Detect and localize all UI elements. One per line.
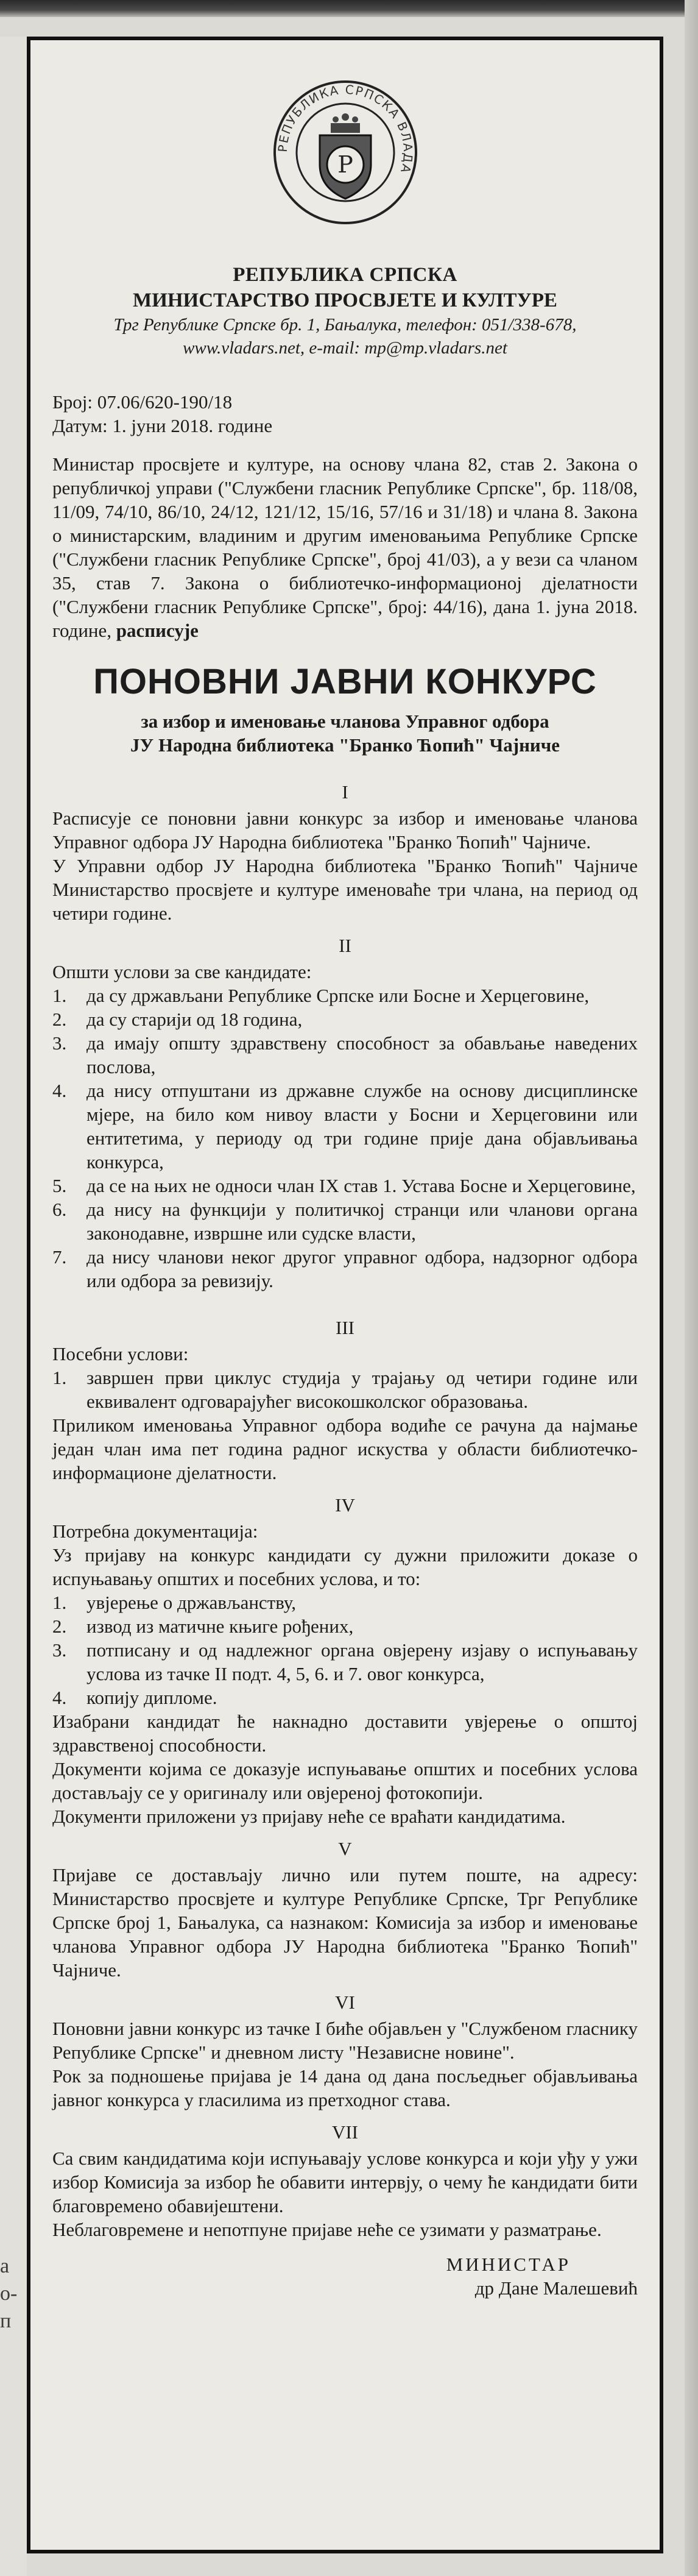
item-number: 1. xyxy=(52,1592,67,1613)
reference-number: Број: 07.06/620-190/18 xyxy=(52,391,233,413)
preamble-text: Министар просвјете и културе, на основу члана 82, став 2. Закона о републичкој управи ("Службени гласник Републике Српске", бр. 118/08, 11/09, 74/10, 86/10, 24/12, 121/12, 15/16, 57/16 и 31/18) и члана 8. Закона о министарским, владиним и другим именовањима Републике Српске ("Службени гласник Републике Српске", број 41/03), а у вези са чланом 35, став 7. Закона о библиотечко-информационој дјелатности ("Службени гласник Републике Српске", број: 44/16), дана 1. јуна 2018. године, xyxy=(52,453,638,641)
list-item xyxy=(52,1245,638,1293)
item-number: 4. xyxy=(52,1080,67,1101)
item-text: да нису на функцији у политичкој странци или чланови органа законодавне, извршне или судске власти, xyxy=(86,1199,638,1244)
item-text: да су старији од 18 година, xyxy=(86,1009,303,1030)
general-conditions-lead: Општи услови за све кандидате: xyxy=(52,961,312,982)
section-number: II xyxy=(339,935,351,956)
item-text: да нису чланови неког другог управног одбора, надзорног одбора или одбора за ревизију. xyxy=(86,1246,638,1291)
general-conditions-list xyxy=(52,984,638,1293)
previous-page-strip xyxy=(0,0,698,17)
section-number: VI xyxy=(335,1992,355,2013)
item-text: копију дипломе. xyxy=(86,1687,217,1708)
signatory-name: др Дане Малешевић xyxy=(474,2277,638,2299)
item-number: 1. xyxy=(52,985,67,1006)
section-paragraph: Пријаве се достављају лично или путем поште, на адресу: Министарство просвјете и културе Републике Српске, Трг Републике Српске број 1, Бањалука, са назнаком: Комисија за избор и именовање чланова Управног одбора ЈУ Народна библиотека "Бранко Ћопић" Чајниче. xyxy=(52,1864,638,1981)
seal-letter: Р xyxy=(337,151,353,178)
list-item xyxy=(52,1614,638,1638)
section-paragraph: Неблаговремене и непотпуне пријаве неће се узимати у разматрање. xyxy=(52,2219,602,2240)
ministry-contact: www.vladars.net, e-mail: mp@mp.vladars.net xyxy=(183,338,507,358)
item-number: 4. xyxy=(52,1687,67,1708)
document-date: Датум: 1. јуни 2018. године xyxy=(52,415,273,436)
section-paragraph: Рок за подношење пријава је 14 дана од дана посљедњег објављивања јавног конкурса у гласилима из претходног става. xyxy=(52,2065,638,2110)
item-number: 7. xyxy=(52,1246,67,1268)
list-item xyxy=(52,1686,638,1709)
documentation-list xyxy=(52,1591,638,1709)
ministry-address: Трг Републике Српске бр. 1, Бањалука, телефон: 051/338-678, xyxy=(113,315,577,335)
item-number: 3. xyxy=(52,1032,67,1054)
ministry-name: МИНИСТАРСТВО ПРОСВЈЕТЕ И КУЛТУРЕ xyxy=(133,289,557,311)
signature-block xyxy=(52,2252,638,2300)
item-text: да су држављани Републике Српске или Босне и Херцеговине, xyxy=(86,985,590,1006)
ministry-header xyxy=(39,262,651,360)
republic-name: РЕПУБЛИКА СРПСКА xyxy=(233,264,457,286)
section-number: III xyxy=(336,1317,354,1338)
seal-ring-text: РЕПУБЛИКА СРПСКА ВЛАДА xyxy=(275,82,415,176)
section-paragraph: Уз пријаву на конкурс кандидати су дужни приложити доказе о испуњавању општих и посебних услова, и то: xyxy=(52,1544,638,1589)
edge-fragment: п xyxy=(0,2310,12,2332)
section-number: VII xyxy=(331,2121,359,2143)
special-conditions-lead: Посебни услови: xyxy=(52,1343,189,1364)
item-number: 2. xyxy=(52,1009,67,1030)
list-item xyxy=(52,1031,638,1079)
announcement-subtitle: за избор и именовање чланова Управног одбора xyxy=(141,711,549,732)
item-text: да се на њих не односи члан IX став 1. Устава Босне и Херцеговине, xyxy=(86,1175,636,1196)
list-item xyxy=(52,1198,638,1245)
list-item xyxy=(52,984,638,1007)
item-number: 1. xyxy=(52,1367,67,1388)
announcement-body xyxy=(52,390,638,2300)
list-item xyxy=(52,1174,638,1198)
section-paragraph: У Управни одбор ЈУ Народна библиотека "Бранко Ћопић" Чајниче Министарство просвјете и културе именоваће три члана, на период од четири године. xyxy=(52,855,638,924)
announcement-frame xyxy=(27,37,663,2553)
list-item xyxy=(52,1366,638,1413)
preamble-verb: расписује xyxy=(116,620,199,641)
item-text: увјерење о држављанству, xyxy=(86,1592,296,1613)
item-number: 2. xyxy=(52,1616,67,1637)
list-item xyxy=(52,1079,638,1174)
section-paragraph: Расписује се поновни јавни конкурс за избор и именовање чланова Управног одбора ЈУ Народна библиотека "Бранко Ћопић" Чајниче. xyxy=(52,807,638,853)
institution-name: ЈУ Народна библиотека "Бранко Ћопић" Чајниче xyxy=(130,734,560,756)
coat-of-arms-seal-icon xyxy=(272,79,418,225)
section-paragraph: Приликом именовања Управног одбора водиће се рачуна да најмање један члан има пет година радног искуства у области библиотечко-информационе дјелатности. xyxy=(52,1414,638,1483)
item-text: потписану и од надлежног органа овјерену изјаву о испуњавању услова из тачке II подт. 4, 5, 6. и 7. овог конкурса, xyxy=(86,1639,638,1684)
section-paragraph: Са свим кандидатима који испуњавају услове конкурса и који уђу у ужи избор Комисија за избор ће обавити интервју, о чему ће кандидати бити благовремено обавијештени. xyxy=(52,2148,638,2216)
edge-fragment: а xyxy=(0,2255,10,2277)
item-text: извод из матичне књиге рођених, xyxy=(86,1616,354,1637)
section-paragraph: Документи приложени уз пријаву неће се враћати кандидатима. xyxy=(52,1806,566,1827)
legal-preamble xyxy=(52,452,638,642)
documentation-lead: Потребна документација: xyxy=(52,1520,258,1542)
list-item xyxy=(52,1638,638,1686)
edge-fragment: о- xyxy=(0,2282,18,2305)
item-text: завршен први циклус студија у трајању од четири године или еквивалент одговарајућег високошколског образовања. xyxy=(86,1367,638,1412)
signatory-title: МИНИСТАР xyxy=(446,2254,571,2275)
page-edge xyxy=(685,0,698,2576)
item-number: 5. xyxy=(52,1175,67,1196)
special-conditions-list xyxy=(52,1366,638,1413)
item-number: 3. xyxy=(52,1639,67,1661)
section-paragraph: Поновни јавни конкурс из тачке I биће објављен у "Службеном гласнику Републике Српске" и дневном листу "Независне новине". xyxy=(52,2018,638,2063)
list-item xyxy=(52,1591,638,1614)
item-number: 6. xyxy=(52,1199,67,1220)
section-paragraph: Изабрани кандидат ће накнадно доставити увјерење о општој здравственој способности. xyxy=(52,1711,638,1756)
list-item xyxy=(52,1007,638,1031)
adjacent-column xyxy=(0,37,27,2576)
section-paragraph: Документи којима се доказује испуњавање општих и посебних услова достављају се у оригиналу или овјереној фотокопији. xyxy=(52,1758,638,1803)
section-number: V xyxy=(338,1838,352,1859)
section-number: IV xyxy=(335,1494,355,1516)
announcement-title: ПОНОВНИ ЈАВНИ КОНКУРС xyxy=(93,662,597,701)
item-text: да нису отпуштани из државне службе на основу дисциплинске мјере, на било ком нивоу власти у Босни и Херцеговини или ентитетима, у периоду од три године прије дана објављивања конкурса, xyxy=(86,1080,638,1173)
item-text: да имају општу здравствену способност за обављање наведених послова, xyxy=(86,1032,638,1077)
section-number: I xyxy=(342,781,348,803)
